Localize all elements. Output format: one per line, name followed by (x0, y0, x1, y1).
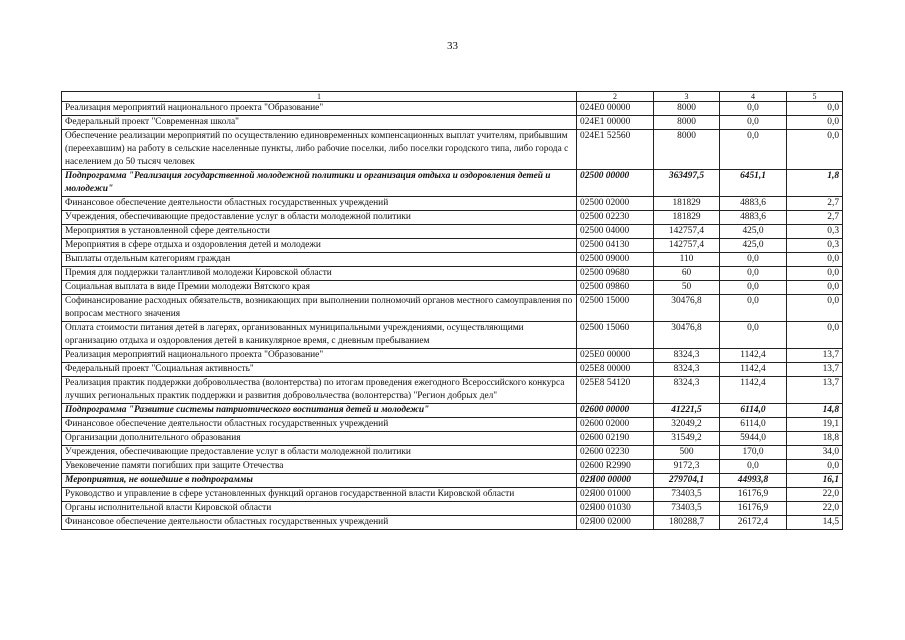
row-name-cell: Социальная выплата в виде Премии молодежи Вятского края (62, 281, 577, 295)
row-code-cell: 02500 09000 (577, 253, 654, 267)
row-code-cell: 02600 R2990 (577, 460, 654, 474)
row-name-cell: Реализация мероприятий национального проекта "Образование" (62, 349, 577, 363)
row-executed-cell: 1142,4 (720, 363, 787, 377)
row-code-cell: 024E1 00000 (577, 116, 654, 130)
row-percent-cell: 0,3 (787, 239, 843, 253)
row-executed-cell: 6451,1 (720, 170, 787, 197)
table-row (62, 253, 843, 267)
row-name-cell: Выплаты отдельным категориям граждан (62, 253, 577, 267)
row-name-cell: Руководство и управление в сфере установленных функций органов государственной власти Кировской области (62, 488, 577, 502)
row-code-cell: 02600 02190 (577, 432, 654, 446)
row-code-cell: 02500 15060 (577, 322, 654, 349)
row-executed-cell: 1142,4 (720, 377, 787, 404)
row-percent-cell: 34,0 (787, 446, 843, 460)
row-code-cell: 02600 02000 (577, 418, 654, 432)
row-approved-cell: 30476,8 (654, 295, 720, 322)
row-percent-cell: 18,8 (787, 432, 843, 446)
table-row (62, 116, 843, 130)
header-col-5: 5 (787, 92, 843, 102)
row-approved-cell: 9172,3 (654, 460, 720, 474)
row-executed-cell: 170,0 (720, 446, 787, 460)
row-percent-cell: 0,0 (787, 460, 843, 474)
row-percent-cell: 0,0 (787, 130, 843, 170)
table-row (62, 363, 843, 377)
row-percent-cell: 16,1 (787, 474, 843, 488)
row-percent-cell: 0,0 (787, 102, 843, 116)
row-percent-cell: 2,7 (787, 211, 843, 225)
row-approved-cell: 8324,3 (654, 349, 720, 363)
row-name-cell: Учреждения, обеспечивающие предоставление услуг в области молодежной политики (62, 211, 577, 225)
header-col-2: 2 (577, 92, 654, 102)
table-row (62, 474, 843, 488)
page-number: 33 (447, 40, 458, 52)
row-name-cell: Учреждения, обеспечивающие предоставление услуг в области молодежной политики (62, 446, 577, 460)
row-code-cell: 025E8 00000 (577, 363, 654, 377)
table-row (62, 281, 843, 295)
row-percent-cell: 0,0 (787, 253, 843, 267)
row-approved-cell: 500 (654, 446, 720, 460)
row-name-cell: Реализация мероприятий национального проекта "Образование" (62, 102, 577, 116)
row-executed-cell: 6114,0 (720, 404, 787, 418)
row-approved-cell: 50 (654, 281, 720, 295)
row-approved-cell: 30476,8 (654, 322, 720, 349)
row-executed-cell: 0,0 (720, 116, 787, 130)
row-approved-cell: 181829 (654, 197, 720, 211)
row-percent-cell: 22,0 (787, 488, 843, 502)
header-col-4: 4 (720, 92, 787, 102)
table-row (62, 377, 843, 404)
row-approved-cell: 110 (654, 253, 720, 267)
header-col-3: 3 (654, 92, 720, 102)
table-row (62, 432, 843, 446)
row-approved-cell: 73403,5 (654, 502, 720, 516)
row-executed-cell: 0,0 (720, 295, 787, 322)
row-executed-cell: 0,0 (720, 130, 787, 170)
row-percent-cell: 22,0 (787, 502, 843, 516)
row-approved-cell: 8324,3 (654, 377, 720, 404)
row-executed-cell: 4883,6 (720, 197, 787, 211)
table-row (62, 349, 843, 363)
table-row (62, 418, 843, 432)
table-row (62, 130, 843, 170)
row-code-cell: 02500 15000 (577, 295, 654, 322)
row-percent-cell: 13,7 (787, 377, 843, 404)
row-approved-cell: 73403,5 (654, 488, 720, 502)
row-percent-cell: 19,1 (787, 418, 843, 432)
row-percent-cell: 13,7 (787, 363, 843, 377)
table-row (62, 502, 843, 516)
row-percent-cell: 1,8 (787, 170, 843, 197)
row-name-cell: Мероприятия в сфере отдыха и оздоровления детей и молодежи (62, 239, 577, 253)
row-name-cell: Премия для поддержки талантливой молодежи Кировской области (62, 267, 577, 281)
row-executed-cell: 425,0 (720, 225, 787, 239)
table-row (62, 225, 843, 239)
row-executed-cell: 0,0 (720, 322, 787, 349)
row-executed-cell: 26172,4 (720, 516, 787, 530)
row-name-cell: Обеспечение реализации мероприятий по осуществлению единовременных компенсационных выплат учителям, прибывшим (переехавшим) на работу в сельские населенные пункты, либо рабочие поселки, либо поселки городского типа, либо города с населением до 50 тысяч человек (62, 130, 577, 170)
row-approved-cell: 8324,3 (654, 363, 720, 377)
row-percent-cell: 2,7 (787, 197, 843, 211)
row-percent-cell: 14,5 (787, 516, 843, 530)
table-row (62, 322, 843, 349)
row-approved-cell: 363497,5 (654, 170, 720, 197)
row-code-cell: 025E0 00000 (577, 349, 654, 363)
row-name-cell: Федеральный проект "Современная школа" (62, 116, 577, 130)
budget-table (61, 91, 843, 530)
row-code-cell: 02600 00000 (577, 404, 654, 418)
row-code-cell: 02500 09680 (577, 267, 654, 281)
row-name-cell: Мероприятия в установленной сфере деятельности (62, 225, 577, 239)
row-code-cell: 024E0 00000 (577, 102, 654, 116)
row-name-cell: Подпрограмма "Реализация государственной молодежной политики и организация отдыха и оздоровления детей и молодежи" (62, 170, 577, 197)
row-code-cell: 02500 00000 (577, 170, 654, 197)
header-col-1: 1 (62, 92, 577, 102)
row-approved-cell: 279704,1 (654, 474, 720, 488)
row-code-cell: 02500 02000 (577, 197, 654, 211)
table-row (62, 488, 843, 502)
row-executed-cell: 0,0 (720, 102, 787, 116)
row-approved-cell: 8000 (654, 116, 720, 130)
row-approved-cell: 32049,2 (654, 418, 720, 432)
row-name-cell: Финансовое обеспечение деятельности областных государственных учреждений (62, 197, 577, 211)
row-code-cell: 02500 02230 (577, 211, 654, 225)
row-name-cell: Мероприятия, не вошедшие в подпрограммы (62, 474, 577, 488)
row-name-cell: Реализация практик поддержки добровольчества (волонтерства) по итогам проведения ежегодного Всероссийского конкурса лучших региональных практик поддержки и развития добровольчества (волонтерства) "Регион добрых дел" (62, 377, 577, 404)
table-row (62, 211, 843, 225)
row-code-cell: 02Я00 02000 (577, 516, 654, 530)
table-row (62, 267, 843, 281)
row-name-cell: Софинансирование расходных обязательств, возникающих при выполнении полномочий органов местного самоуправления по вопросам местного значения (62, 295, 577, 322)
row-executed-cell: 0,0 (720, 253, 787, 267)
table-row (62, 446, 843, 460)
row-code-cell: 02Я00 01000 (577, 488, 654, 502)
row-percent-cell: 0,0 (787, 295, 843, 322)
table-row (62, 197, 843, 211)
row-approved-cell: 142757,4 (654, 225, 720, 239)
table-row (62, 102, 843, 116)
row-executed-cell: 16176,9 (720, 488, 787, 502)
row-executed-cell: 0,0 (720, 267, 787, 281)
row-approved-cell: 142757,4 (654, 239, 720, 253)
row-code-cell: 02500 09860 (577, 281, 654, 295)
row-approved-cell: 60 (654, 267, 720, 281)
row-executed-cell: 4883,6 (720, 211, 787, 225)
row-approved-cell: 8000 (654, 102, 720, 116)
row-executed-cell: 0,0 (720, 281, 787, 295)
row-name-cell: Оплата стоимости питания детей в лагерях, организованных муниципальными учреждениями, осуществляющими организацию отдыха и оздоровления детей в каникулярное время, с дневным пребыванием (62, 322, 577, 349)
row-code-cell: 02500 04000 (577, 225, 654, 239)
row-executed-cell: 44993,8 (720, 474, 787, 488)
table-row (62, 295, 843, 322)
table-row (62, 404, 843, 418)
table-body (62, 102, 843, 530)
row-name-cell: Подпрограмма "Развитие системы патриотического воспитания детей и молодежи" (62, 404, 577, 418)
row-executed-cell: 6114,0 (720, 418, 787, 432)
row-executed-cell: 0,0 (720, 460, 787, 474)
row-name-cell: Организации дополнительного образования (62, 432, 577, 446)
row-code-cell: 02600 02230 (577, 446, 654, 460)
row-executed-cell: 16176,9 (720, 502, 787, 516)
row-code-cell: 02Я00 01030 (577, 502, 654, 516)
row-code-cell: 024E1 52560 (577, 130, 654, 170)
row-percent-cell: 13,7 (787, 349, 843, 363)
row-executed-cell: 425,0 (720, 239, 787, 253)
row-approved-cell: 31549,2 (654, 432, 720, 446)
row-name-cell: Федеральный проект "Социальная активность" (62, 363, 577, 377)
row-executed-cell: 5944,0 (720, 432, 787, 446)
table-header-row (62, 92, 843, 102)
row-percent-cell: 0,0 (787, 267, 843, 281)
row-percent-cell: 0,3 (787, 225, 843, 239)
row-approved-cell: 180288,7 (654, 516, 720, 530)
table-row (62, 170, 843, 197)
row-percent-cell: 0,0 (787, 116, 843, 130)
table-row (62, 239, 843, 253)
row-name-cell: Финансовое обеспечение деятельности областных государственных учреждений (62, 516, 577, 530)
table-row (62, 516, 843, 530)
row-approved-cell: 41221,5 (654, 404, 720, 418)
row-name-cell: Увековечение памяти погибших при защите Отечества (62, 460, 577, 474)
row-approved-cell: 8000 (654, 130, 720, 170)
row-percent-cell: 0,0 (787, 322, 843, 349)
row-name-cell: Органы исполнительной власти Кировской области (62, 502, 577, 516)
row-approved-cell: 181829 (654, 211, 720, 225)
table-row (62, 460, 843, 474)
row-code-cell: 025E8 54120 (577, 377, 654, 404)
row-code-cell: 02Я00 00000 (577, 474, 654, 488)
row-percent-cell: 0,0 (787, 281, 843, 295)
row-executed-cell: 1142,4 (720, 349, 787, 363)
row-percent-cell: 14,8 (787, 404, 843, 418)
row-code-cell: 02500 04130 (577, 239, 654, 253)
row-name-cell: Финансовое обеспечение деятельности областных государственных учреждений (62, 418, 577, 432)
